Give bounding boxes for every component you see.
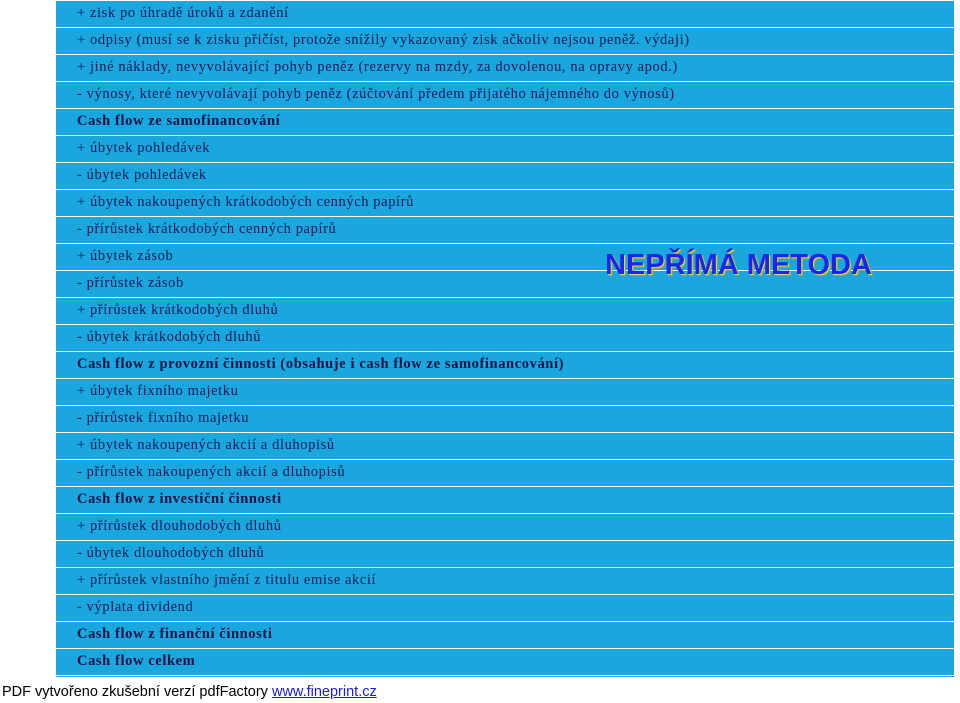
table-row bbox=[56, 55, 954, 82]
table-row bbox=[56, 217, 954, 244]
row-label: Cash flow celkem bbox=[77, 653, 196, 669]
table-row bbox=[56, 163, 954, 190]
row-label: - úbytek krátkodobých dluhů bbox=[77, 329, 262, 345]
row-label: + úbytek zásob bbox=[77, 248, 174, 264]
row-label: - úbytek dlouhodobých dluhů bbox=[77, 545, 265, 561]
table-row bbox=[56, 82, 954, 109]
table-row bbox=[56, 514, 954, 541]
row-label: + přírůstek krátkodobých dluhů bbox=[77, 302, 279, 318]
table-row bbox=[56, 136, 954, 163]
table-row-total bbox=[56, 649, 954, 676]
table-row bbox=[56, 190, 954, 217]
row-label: + úbytek fixního majetku bbox=[77, 383, 239, 399]
table-row bbox=[56, 379, 954, 406]
table-row-total bbox=[56, 622, 954, 649]
row-label: - úbytek pohledávek bbox=[77, 167, 207, 183]
row-label: Cash flow z finanční činnosti bbox=[77, 626, 273, 642]
row-label: + přírůstek vlastního jmění z titulu emise akcií bbox=[77, 572, 377, 588]
row-label: Cash flow z investiční činnosti bbox=[77, 491, 282, 507]
row-label: + zisk po úhradě úroků a zdanění bbox=[77, 5, 289, 21]
row-label: - výnosy, které nevyvolávají pohyb peněz (zúčtování předem přijatého nájemného do výnosů) bbox=[77, 86, 675, 102]
method-title: NEPŘÍMÁ METODA bbox=[605, 249, 872, 281]
row-label: Cash flow ze samofinancování bbox=[77, 113, 281, 129]
table-row bbox=[56, 28, 954, 55]
table-row bbox=[56, 595, 954, 622]
row-label: Cash flow z provozní činnosti (obsahuje i cash flow ze samofinancování) bbox=[77, 356, 565, 372]
row-label: - přírůstek fixního majetku bbox=[77, 410, 250, 426]
row-label: - přírůstek krátkodobých cenných papírů bbox=[77, 221, 337, 237]
table-row-total bbox=[56, 109, 954, 136]
table-row bbox=[56, 298, 954, 325]
table-row bbox=[56, 325, 954, 352]
row-label: - přírůstek zásob bbox=[77, 275, 184, 291]
table-row bbox=[56, 406, 954, 433]
row-label: - výplata dividend bbox=[77, 599, 194, 615]
row-label: + úbytek nakoupených krátkodobých cenných papírů bbox=[77, 194, 414, 210]
row-label: + úbytek nakoupených akcií a dluhopisů bbox=[77, 437, 335, 453]
cash-flow-table bbox=[56, 1, 954, 677]
table-row bbox=[56, 541, 954, 568]
table-row-total bbox=[56, 352, 954, 379]
table-row-total bbox=[56, 487, 954, 514]
row-label: + jiné náklady, nevyvolávající pohyb peněz (rezervy na mzdy, za dovolenou, na opravy apod.) bbox=[77, 59, 678, 75]
footer-link[interactable]: www.fineprint.cz bbox=[271, 684, 377, 700]
table-row bbox=[56, 1, 954, 28]
footer-text: PDF vytvořeno zkušební verzí pdfFactory bbox=[2, 684, 272, 700]
row-label: + úbytek pohledávek bbox=[77, 140, 211, 156]
row-label: + přírůstek dlouhodobých dluhů bbox=[77, 518, 282, 534]
pdf-footer bbox=[2, 684, 377, 700]
row-label: + odpisy (musí se k zisku přičíst, protože snížily vykazovaný zisk ačkoliv nejsou peněž. výdaji) bbox=[77, 32, 690, 48]
row-label: - přírůstek nakoupených akcií a dluhopisů bbox=[77, 464, 346, 480]
table-row bbox=[56, 460, 954, 487]
table-row bbox=[56, 568, 954, 595]
table-row bbox=[56, 433, 954, 460]
